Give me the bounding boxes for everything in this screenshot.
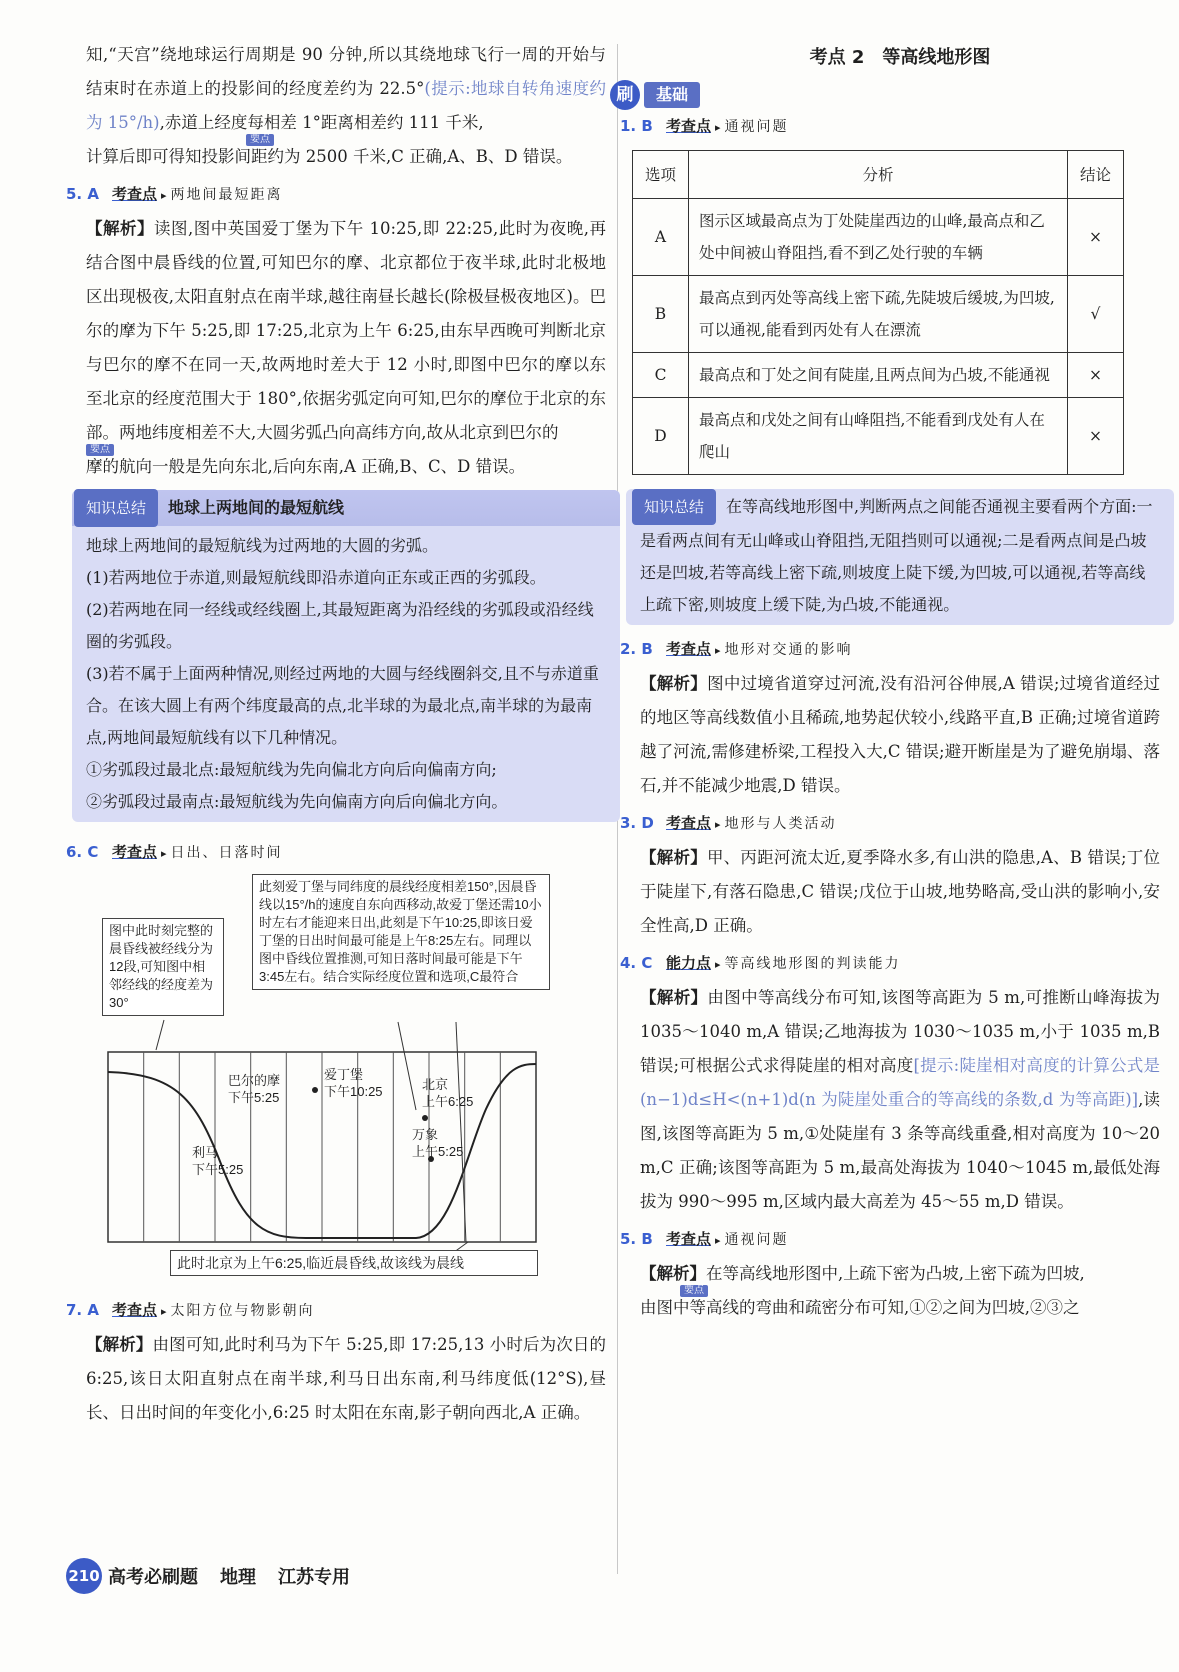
question-2-header bbox=[620, 633, 1160, 667]
summary-line: (2)若两地在同一经线或经线圈上,其最短距离为沿经线的劣弧段或沿经线圈的劣弧段。 bbox=[86, 600, 594, 651]
question-topic: ▸ 两地间最短距离 bbox=[161, 187, 283, 203]
question-number: 6. C bbox=[66, 843, 99, 861]
terminator-diagram bbox=[86, 874, 606, 1324]
question-tag: 能力点 bbox=[666, 954, 712, 972]
question-4-analysis: 【解析】由图中等高线分布可知,该图等高距为 5 m,可推断山峰海拔为 1035～1040 m,A 错误;乙地海拔为 1030～1035 m,小于 1035 m,B 错误;可根据公式求得陡崖的相对高度[提示:陡崖相对高度的计算公式是(n−1)d≤H<(n+1)d(n 为陡崖处重合的等高线的条数,d 为等高距)],读图,该图等高距为 5 m,①处陡崖有 3 条等高线重叠,相对高度为 10～20 m,C 正确;该图等高距为 5 m,最高处海拔为 1040～1045 m,最低处海拔为 990～995 m,区域内最大高差为 45～55 m,D 错误。 bbox=[640, 988, 1161, 1211]
summary-line: ②劣弧段过最南点:最短航线为先向偏南方向后向偏北方向。 bbox=[86, 792, 508, 811]
question-number: 2. B bbox=[620, 640, 653, 658]
table-cell-opt: A bbox=[633, 199, 689, 276]
table-row bbox=[633, 353, 1124, 398]
summary-tag: 知识总结 bbox=[74, 489, 158, 527]
table-cell-analysis: 图示区域最高点为丁处陡崖西边的山峰,最高点和乙处中间被山脊阻挡,看不到乙处行驶的车辆 bbox=[689, 199, 1068, 276]
table-row bbox=[633, 276, 1124, 353]
table-body bbox=[633, 199, 1124, 475]
label-edinburgh: 爱丁堡 下午10:25 bbox=[324, 1067, 383, 1099]
knowledge-summary-box bbox=[626, 489, 1174, 625]
question-6-header bbox=[66, 836, 606, 870]
table-header: 结论 bbox=[1068, 151, 1124, 199]
question-number: 1. B bbox=[620, 117, 653, 135]
question-tag: 考查点 bbox=[666, 1230, 712, 1248]
analysis-table bbox=[632, 150, 1124, 475]
question-5-analysis: 【解析】读图,图中英国爱丁堡为下午 10:25,即 22:25,此时为夜晚,再结合图中晨昏线的位置,可知巴尔的摩、北京都位于夜半球,此时北极地区出现极夜,太阳直射点在南半球,越往南昼长越长(除极昼极夜地区)。巴尔的摩为下午 5:25,即 17:25,北京为上午 6:25,由东早西晚可判断北京与巴尔的摩不在同一天,故两地时差大于 12 小时,即图中巴尔的摩以东至北京的经度范围大于 180°,依据劣弧定向可知,巴尔的摩位于北京的东部。两地纬度相差不大,大圆劣弧凸向高纬方向,故从北京到巴尔的 bbox=[86, 219, 607, 442]
question-2-analysis: 【解析】图中过境省道穿过河流,没有沿河谷伸展,A 错误;过境省道经过的地区等高线数值小且稀疏,地势起伏较小,线路平直,B 正确;过境省道跨越了河流,需修建桥梁,工程投入大,C 错误;避开断崖是为了避免崩塌、落石,并不能减少地震,D 错误。 bbox=[640, 674, 1161, 795]
subject-label: 地理 bbox=[220, 1567, 256, 1588]
question-3-analysis: 【解析】甲、丙距河流太近,夏季降水多,有山洪的隐患,A、B 错误;丁位于陡崖下,有落石隐患,C 错误;戊位于山坡,地势略高,受山洪的影响小,安全性高,D 正确。 bbox=[640, 848, 1160, 935]
question-4-header bbox=[620, 947, 1160, 981]
question-5-analysis-cont: 要点 由图中等高线的弯曲和疏密分布可知,①②之间为凹坡,②③之 bbox=[640, 1285, 1080, 1317]
book-title: 高考必刷题 bbox=[108, 1567, 198, 1588]
table-cell-result: × bbox=[1068, 353, 1124, 398]
summary-line: (3)若不属于上面两种情况,则经过两地的大圆与经线圈斜交,且不与赤道重合。在该大圆上有两个纬度最高的点,北半球的为最北点,南半球的为最南点,两地间最短航线有以下几种情况。 bbox=[86, 664, 599, 747]
question-number: 3. D bbox=[620, 814, 654, 832]
table-cell-opt: D bbox=[633, 398, 689, 475]
level-tag: 基础 bbox=[644, 82, 700, 108]
right-column bbox=[616, 38, 1161, 1325]
page-number: 210 bbox=[66, 1558, 102, 1594]
question-topic: ▸ 通视问题 bbox=[715, 1232, 789, 1248]
question-5-analysis: 【解析】在等高线地形图中,上疏下密为凸坡,上密下疏为凹坡, bbox=[640, 1264, 1085, 1283]
key-point-badge: 要点 bbox=[680, 1285, 708, 1297]
summary-line: (1)若两地位于赤道,则最短航线即沿赤道向正东或正西的劣弧段。 bbox=[86, 568, 546, 587]
question-5-header bbox=[66, 178, 606, 212]
summary-header bbox=[72, 490, 620, 526]
shua-icon: 刷 bbox=[610, 80, 640, 110]
key-point-badge: 要点 bbox=[86, 444, 114, 456]
question-number: 4. C bbox=[620, 954, 653, 972]
summary-title: 地球上两地间的最短航线 bbox=[168, 498, 345, 517]
table-cell-analysis: 最高点和戊处之间有山峰阻挡,不能看到戊处有人在爬山 bbox=[689, 398, 1068, 475]
question-topic: ▸ 地形对交通的影响 bbox=[715, 642, 853, 658]
question-5-analysis-end: 要点 摩的航向一般是先向东北,后向东南,A 正确,B、C、D 错误。 bbox=[86, 444, 526, 476]
edinburgh-dot bbox=[312, 1087, 318, 1093]
region-label: 江苏专用 bbox=[278, 1567, 350, 1588]
question-tag: 考查点 bbox=[112, 843, 158, 861]
question-5-header bbox=[620, 1223, 1160, 1257]
question-tag: 考查点 bbox=[666, 814, 712, 832]
beijing-dot bbox=[422, 1115, 428, 1121]
question-topic: ▸ 地形与人类活动 bbox=[715, 816, 837, 832]
annotation-box-longitude: 图中此时刻完整的晨昏线被经线分为12段,可知图中相邻经线的经度差为30° bbox=[102, 918, 224, 1016]
question-number: 7. A bbox=[66, 1301, 99, 1319]
table-cell-opt: C bbox=[633, 353, 689, 398]
knowledge-summary-box bbox=[72, 490, 620, 822]
table-cell-result: √ bbox=[1068, 276, 1124, 353]
key-point-badge: 要点 bbox=[246, 134, 274, 146]
label-baltimore: 巴尔的摩 下午5:25 bbox=[228, 1073, 281, 1105]
table-cell-opt: B bbox=[633, 276, 689, 353]
intro-conclusion: 要点 计算后即可得知投影间距约为 2500 千米,C 正确,A、B、D 错误。 bbox=[86, 134, 573, 166]
annotation-box-morning-line: 此时北京为上午6:25,临近晨昏线,故该线为晨线 bbox=[170, 1250, 538, 1276]
question-tag: 考查点 bbox=[666, 640, 712, 658]
label-beijing: 北京 上午6:25 bbox=[422, 1077, 474, 1109]
question-topic: ▸ 太阳方位与物影朝向 bbox=[161, 1303, 315, 1319]
question-3-header bbox=[620, 807, 1160, 841]
left-column bbox=[66, 38, 607, 1430]
label-wandian: 万象 上午5:25 bbox=[412, 1127, 464, 1159]
question-topic: ▸ 日出、日落时间 bbox=[161, 845, 283, 861]
table-cell-analysis: 最高点和丁处之间有陡崖,且两点间为凸坡,不能通视 bbox=[689, 353, 1068, 398]
summary-text: 在等高线地形图中,判断两点之间能否通视主要看两个方面:一是看两点间有无山峰或山脊阻挡,无阻挡则可以通视;二是看两点间是凸坡还是凹坡,若等高线上密下疏,则坡度上陡下缓,为凹坡,可以通视,若等高线上疏下密,则坡度上缓下陡,为凸坡,不能通视。 bbox=[640, 497, 1153, 614]
table-cell-result: × bbox=[1068, 199, 1124, 276]
table-header: 选项 bbox=[633, 151, 689, 199]
summary-line: ①劣弧段过最北点:最短航线为先向偏北方向后向偏南方向; bbox=[86, 760, 497, 779]
hint-text: (提示:地球自转角速度约为 15°/h) bbox=[86, 79, 607, 132]
annotation-box-sunrise: 此刻爱丁堡与同纬度的晨线经度相差150°,因晨昏线以15°/h的速度自东向西移动,故爱丁堡还需10小时左右才能迎来日出,此刻是下午10:25,即该日爱丁堡的日出时间最可能是上午8:25左右。同理以图中昏线位置推测,可知日落时间最可能是下午3:45左右。结合实际经度位置和选项,C最符合 bbox=[252, 874, 550, 990]
table-header: 分析 bbox=[689, 151, 1068, 199]
table-row bbox=[633, 199, 1124, 276]
question-topic: ▸ 等高线地形图的判读能力 bbox=[715, 956, 901, 972]
question-7-analysis: 【解析】由图可知,此时利马为下午 5:25,即 17:25,13 小时后为次日的 6:25,该日太阳直射点在南半球,利马日出东南,利马纬度低(12°S),昼长、日出时间的年变化小,6:25 时太阳在东南,影子朝向西北,A 正确。 bbox=[86, 1335, 606, 1422]
hint-text: [提示:陡崖相对高度的计算公式是(n−1)d≤H<(n+1)d(n 为陡崖处重合的等高线的条数,d 为等高距)] bbox=[640, 1056, 1160, 1109]
label-lima: 利马 下午5:25 bbox=[192, 1145, 244, 1177]
page-footer bbox=[66, 1558, 372, 1594]
table-cell-analysis: 最高点到丙处等高线上密下疏,先陡坡后缓坡,为凹坡,可以通视,能看到丙处有人在漂流 bbox=[689, 276, 1068, 353]
question-number: 5. A bbox=[66, 185, 99, 203]
question-tag: 考查点 bbox=[666, 117, 712, 135]
question-topic: ▸ 通视问题 bbox=[715, 119, 789, 135]
table-cell-result: × bbox=[1068, 398, 1124, 475]
summary-body bbox=[86, 530, 606, 818]
question-number: 5. B bbox=[620, 1230, 653, 1248]
summary-line: 地球上两地间的最短航线为过两地的大圆的劣弧。 bbox=[86, 536, 439, 555]
question-1-header bbox=[620, 110, 1160, 144]
question-tag: 考查点 bbox=[112, 185, 158, 203]
summary-tag: 知识总结 bbox=[632, 489, 716, 525]
intro-paragraph: 知,“天宫”绕地球运行周期是 90 分钟,所以其绕地球飞行一周的开始与结束时在赤道上的投影间的经度差约为 22.5°(提示:地球自转角速度约为 15°/h),赤道上经度每相差 1°距离相差约 111 千米, bbox=[86, 45, 607, 132]
table-row bbox=[633, 398, 1124, 475]
level-banner bbox=[610, 80, 1160, 110]
question-tag: 考查点 bbox=[112, 1301, 158, 1319]
section-title: 考点 2 等高线地形图 bbox=[809, 47, 991, 68]
